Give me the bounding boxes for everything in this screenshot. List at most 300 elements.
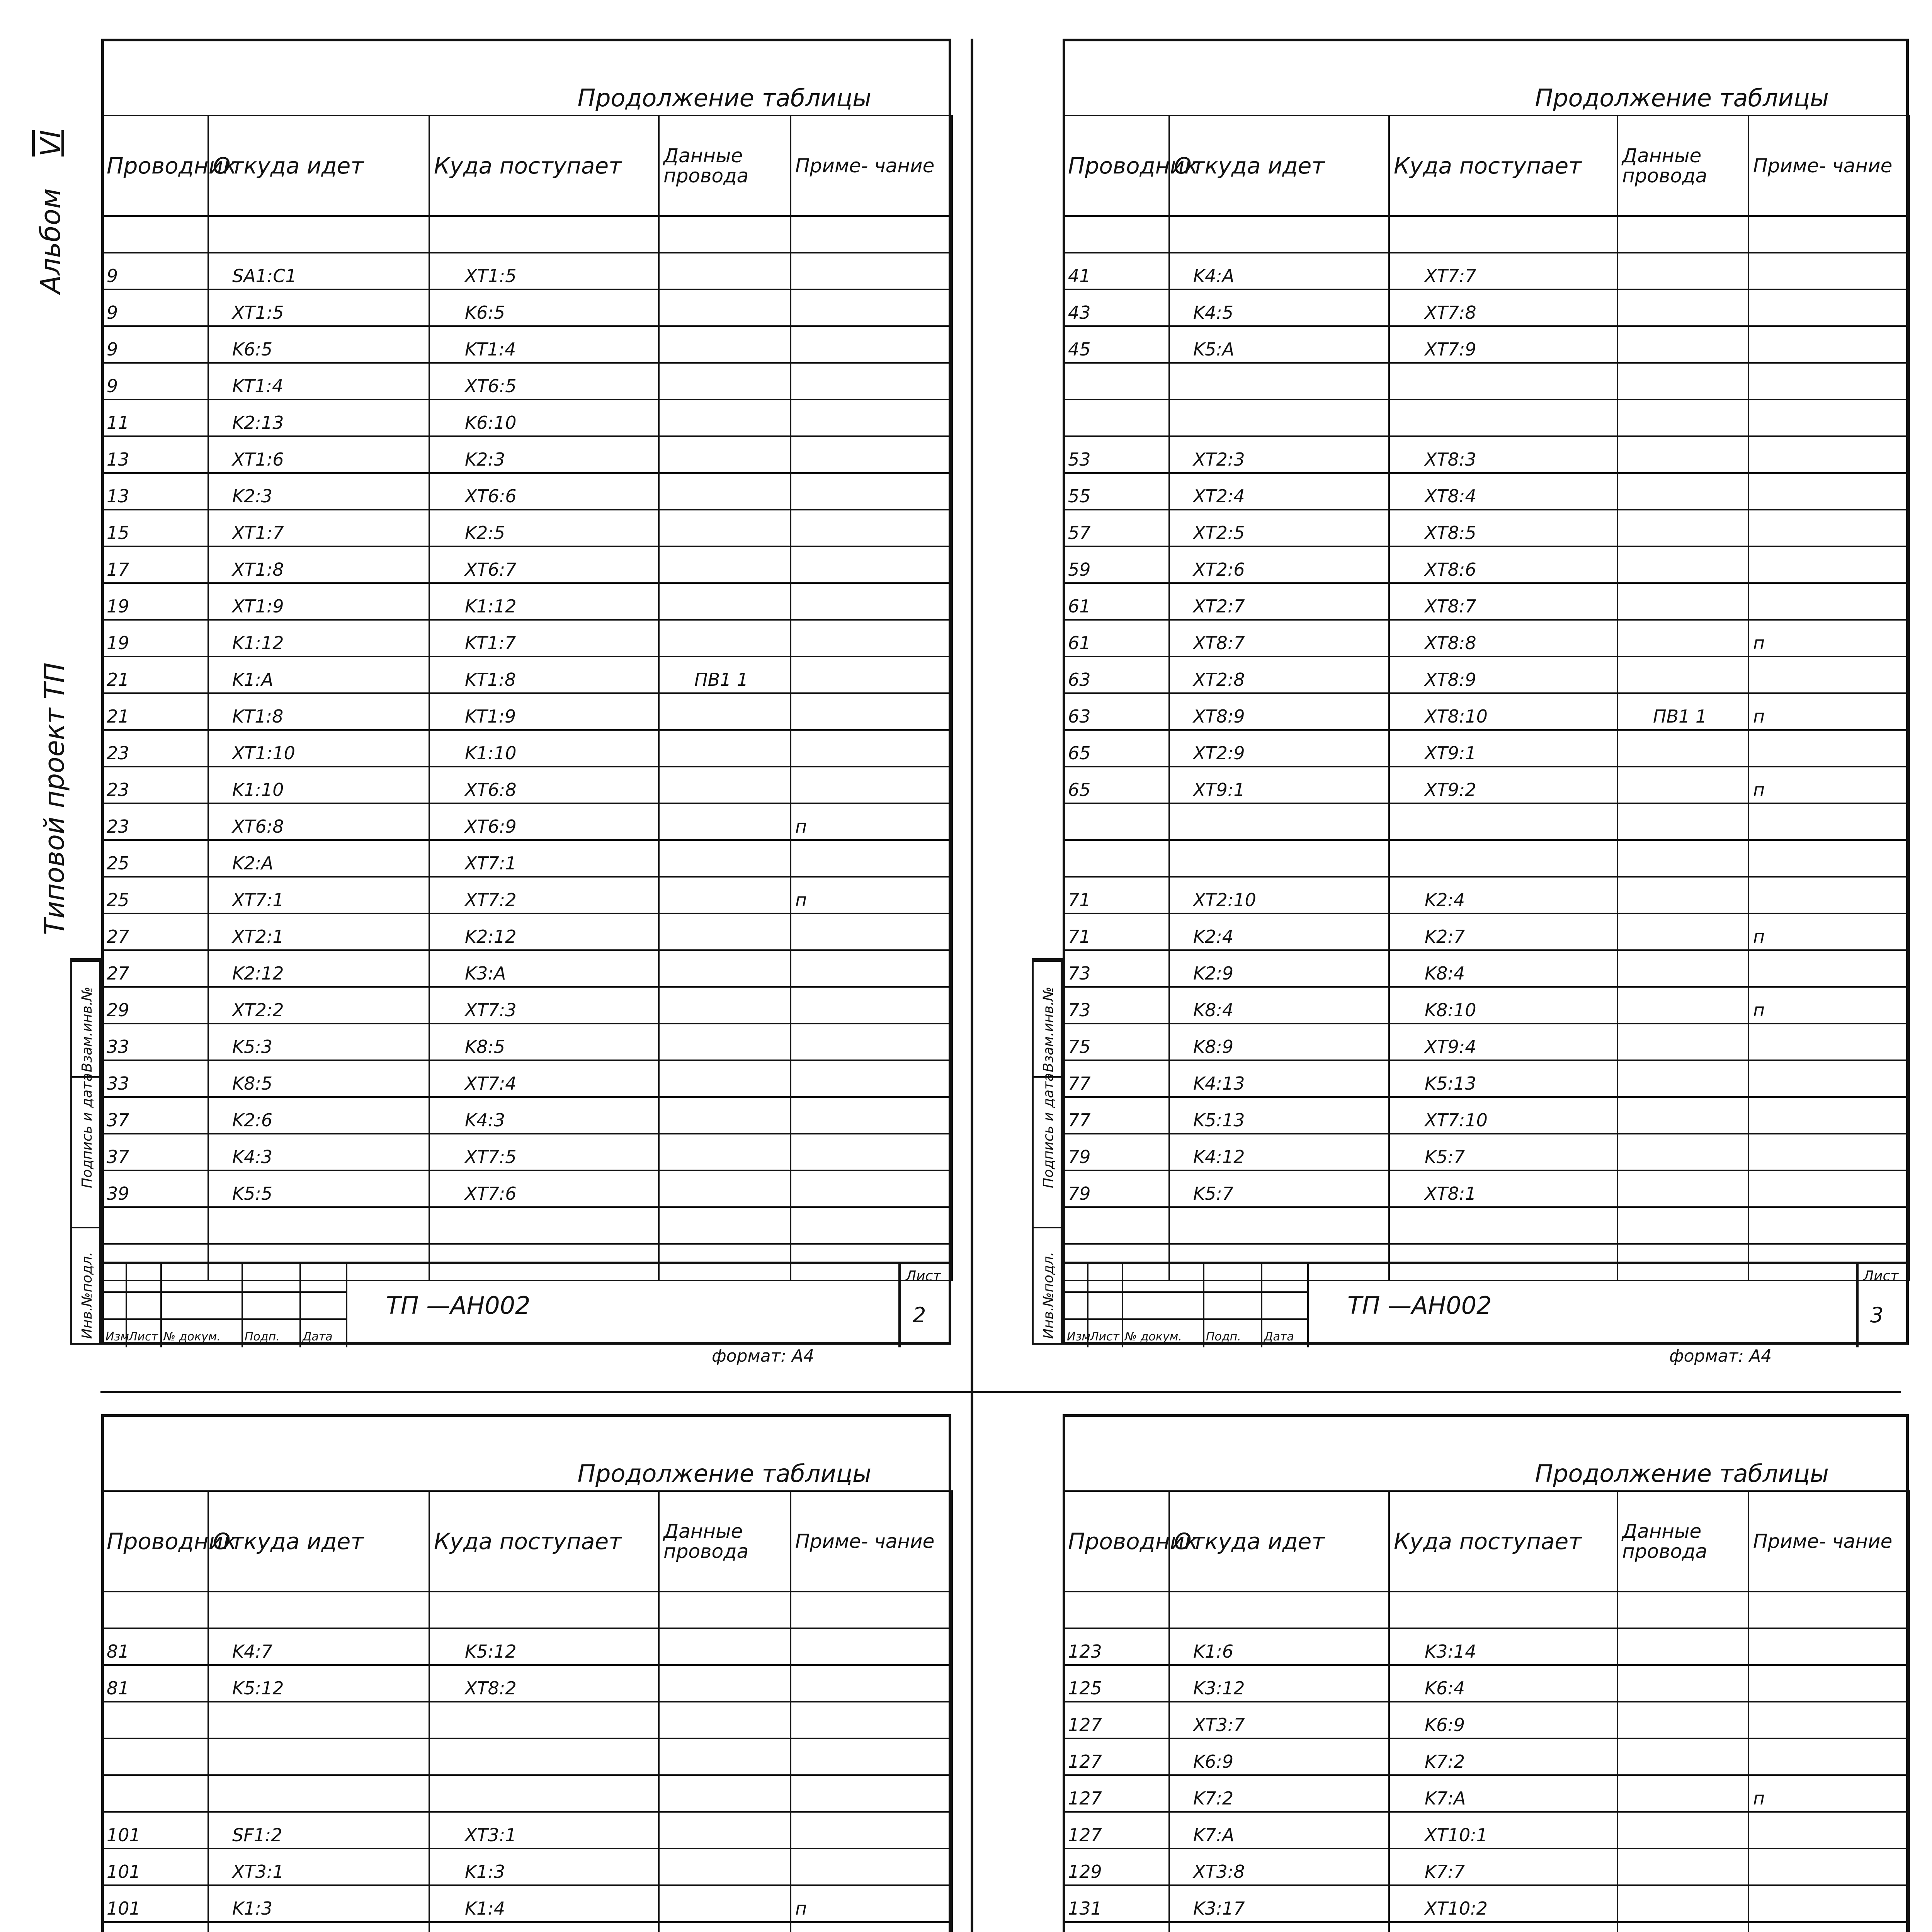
- wire-data-cell: [659, 400, 791, 436]
- to-cell: K7:7: [1389, 1849, 1617, 1885]
- from-cell: K4:3: [208, 1134, 429, 1170]
- to-cell: [429, 1775, 659, 1812]
- wire-data-cell: [1617, 289, 1748, 326]
- note-cell: [791, 840, 952, 877]
- wire-cell: [102, 1702, 208, 1738]
- note-cell: п: [1748, 987, 1909, 1024]
- wire-data-cell: [1617, 840, 1748, 877]
- table-row: [1063, 1207, 1909, 1244]
- from-cell: K5:12: [208, 1665, 429, 1702]
- wire-data-cell: [1617, 1812, 1748, 1849]
- to-cell: K6:10: [429, 400, 659, 436]
- wire-cell: 125: [1063, 1665, 1169, 1702]
- to-cell: XT9:2: [1389, 767, 1617, 803]
- wire-data-cell: [659, 767, 791, 803]
- wire-table: [1063, 115, 1910, 1281]
- wire-cell: 29: [102, 987, 208, 1024]
- from-cell: XT3:7: [1169, 1702, 1389, 1738]
- to-cell: XT7:2: [429, 877, 659, 913]
- title-block-line: [104, 1291, 347, 1293]
- note-cell: [1748, 1738, 1909, 1775]
- note-cell: [791, 1702, 952, 1738]
- to-cell: XT7:3: [429, 987, 659, 1024]
- wire-data-cell: ПВ1 1: [659, 656, 791, 693]
- title-block-cell: [104, 1264, 127, 1347]
- wire-data-cell: [659, 1207, 791, 1244]
- from-cell: K2:12: [208, 950, 429, 987]
- table-row: [102, 1592, 952, 1628]
- to-cell: XT6:5: [429, 363, 659, 400]
- to-cell: XT9:4: [1389, 1024, 1617, 1060]
- note-cell: [1748, 1170, 1909, 1207]
- wire-cell: 79: [1063, 1170, 1169, 1207]
- table-row: [102, 877, 952, 913]
- note-cell: [791, 950, 952, 987]
- to-cell: [429, 1592, 659, 1628]
- note-cell: п: [791, 803, 952, 840]
- from-cell: K4:13: [1169, 1060, 1389, 1097]
- wire-cell: 27: [102, 950, 208, 987]
- note-cell: [791, 767, 952, 803]
- wire-data-cell: [1617, 1922, 1748, 1932]
- from-cell: K6:5: [208, 326, 429, 363]
- to-cell: K5:12: [429, 1628, 659, 1665]
- table-row: [102, 913, 952, 950]
- note-cell: п: [1748, 913, 1909, 950]
- column-header-to: Куда поступает: [1389, 1491, 1617, 1592]
- note-cell: [791, 289, 952, 326]
- wire-cell: [1063, 840, 1169, 877]
- wire-data-cell: [659, 253, 791, 289]
- wire-cell: [102, 216, 208, 253]
- wire-data-cell: [659, 1628, 791, 1665]
- sheet-3: [101, 1414, 951, 1932]
- from-cell: [1169, 363, 1389, 400]
- from-cell: K2:A: [208, 840, 429, 877]
- table-row: [1063, 1849, 1909, 1885]
- format-caption: формат: А4: [712, 1346, 815, 1366]
- table-row: [1063, 693, 1909, 730]
- from-cell: K2:9: [1169, 950, 1389, 987]
- table-row: [1063, 1738, 1909, 1775]
- wire-cell: 79: [1063, 1134, 1169, 1170]
- from-cell: XT2:4: [1169, 473, 1389, 510]
- from-cell: XT2:10: [1169, 877, 1389, 913]
- from-cell: [208, 1207, 429, 1244]
- wire-data-cell: [659, 913, 791, 950]
- album-label-text: Альбом: [35, 188, 66, 294]
- wire-data-cell: [1617, 546, 1748, 583]
- from-cell: SA1:C1: [208, 253, 429, 289]
- note-cell: [791, 1922, 952, 1932]
- table-row: [1063, 730, 1909, 767]
- note-cell: п: [791, 877, 952, 913]
- title-block-cells: [1065, 1264, 1309, 1347]
- to-cell: [1389, 400, 1617, 436]
- title-block-label: Лист: [1090, 1330, 1120, 1344]
- to-cell: K2:4: [1389, 877, 1617, 913]
- column-header-note: Приме- чание: [1748, 1491, 1909, 1592]
- from-cell: XT3:1: [208, 1849, 429, 1885]
- from-cell: XT2:9: [1169, 730, 1389, 767]
- wire-data-cell: [1617, 436, 1748, 473]
- from-cell: K3:17: [1169, 1885, 1389, 1922]
- wire-cell: 73: [1063, 950, 1169, 987]
- from-cell: [208, 1702, 429, 1738]
- note-cell: [791, 1738, 952, 1775]
- column-header-wire: Проводник: [1063, 116, 1169, 216]
- table-row: [102, 216, 952, 253]
- column-header-note: Приме- чание: [791, 1491, 952, 1592]
- wire-cell: 71: [1063, 913, 1169, 950]
- wire-data-cell: [659, 1812, 791, 1849]
- table-row: [102, 289, 952, 326]
- to-cell: K2:12: [429, 913, 659, 950]
- wire-cell: [1063, 1922, 1169, 1932]
- from-cell: K1:6: [1169, 1628, 1389, 1665]
- title-block-cell: [1123, 1264, 1204, 1347]
- title-block-cell: [301, 1264, 347, 1347]
- from-cell: XT3:8: [1169, 1849, 1389, 1885]
- to-cell: [429, 216, 659, 253]
- wire-cell: 43: [1063, 289, 1169, 326]
- from-cell: K2:6: [208, 1097, 429, 1134]
- to-cell: [429, 1738, 659, 1775]
- wire-data-cell: [659, 216, 791, 253]
- wire-cell: 123: [1063, 1628, 1169, 1665]
- to-cell: [1389, 1592, 1617, 1628]
- note-cell: [1748, 1207, 1909, 1244]
- wire-data-cell: [1617, 400, 1748, 436]
- wire-data-cell: [1617, 1097, 1748, 1134]
- table-row: [102, 1170, 952, 1207]
- wire-data-cell: [659, 1665, 791, 1702]
- wire-data-cell: [1617, 253, 1748, 289]
- to-cell: K1:3: [429, 1849, 659, 1885]
- note-cell: [791, 730, 952, 767]
- title-block-cell: [1262, 1264, 1309, 1347]
- wire-cell: [102, 1207, 208, 1244]
- column-header-data: Данные провода: [659, 116, 791, 216]
- to-cell: K3:A: [429, 950, 659, 987]
- wire-cell: 19: [102, 620, 208, 656]
- table-row: [102, 583, 952, 620]
- from-cell: XT6:8: [208, 803, 429, 840]
- column-header-data: Данные провода: [1617, 1491, 1748, 1592]
- approval-field: [72, 960, 99, 964]
- from-cell: K2:3: [208, 473, 429, 510]
- column-header-data: Данные провода: [1617, 116, 1748, 216]
- to-cell: [429, 1922, 659, 1932]
- table-row: [1063, 877, 1909, 913]
- table-row: [1063, 1665, 1909, 1702]
- to-cell: XT8:8: [1389, 620, 1617, 656]
- title-block-label: Изм: [1067, 1330, 1091, 1344]
- title-block-label: Подп.: [245, 1330, 280, 1344]
- wire-data-cell: [659, 1134, 791, 1170]
- to-cell: [429, 1207, 659, 1244]
- from-cell: K5:A: [1169, 326, 1389, 363]
- column-header-to: Куда поступает: [429, 1491, 659, 1592]
- wire-cell: 127: [1063, 1775, 1169, 1812]
- from-cell: [1169, 803, 1389, 840]
- title-block-line: [1065, 1318, 1309, 1320]
- wire-cell: 17: [102, 546, 208, 583]
- wire-cell: [1063, 1207, 1169, 1244]
- wire-cell: 127: [1063, 1738, 1169, 1775]
- column-header-note: Приме- чание: [1748, 116, 1909, 216]
- note-cell: [1748, 1665, 1909, 1702]
- title-block-cell: [127, 1264, 162, 1347]
- wire-data-cell: [1617, 877, 1748, 913]
- to-cell: K1:10: [429, 730, 659, 767]
- wire-data-cell: [1617, 216, 1748, 253]
- note-cell: [791, 253, 952, 289]
- wire-data-cell: [1617, 363, 1748, 400]
- table-row: [102, 1207, 952, 1244]
- from-cell: [208, 216, 429, 253]
- sheet-continuation-title: Продолжение таблицы: [577, 84, 871, 112]
- to-cell: [1389, 1207, 1617, 1244]
- table-row: [102, 1097, 952, 1134]
- note-cell: [791, 1812, 952, 1849]
- title-block-cell: [1088, 1264, 1123, 1347]
- wire-cell: 27: [102, 913, 208, 950]
- wire-cell: 9: [102, 253, 208, 289]
- from-cell: K3:12: [1169, 1665, 1389, 1702]
- to-cell: XT6:9: [429, 803, 659, 840]
- wire-data-cell: [659, 583, 791, 620]
- to-cell: K6:4: [1389, 1665, 1617, 1702]
- from-cell: XT2:5: [1169, 510, 1389, 546]
- wire-cell: 61: [1063, 620, 1169, 656]
- title-block: [104, 1262, 949, 1345]
- to-cell: KT1:8: [429, 656, 659, 693]
- table-row: [1063, 473, 1909, 510]
- from-cell: K7:2: [1169, 1775, 1389, 1812]
- wire-data-cell: [1617, 656, 1748, 693]
- from-cell: KT1:8: [208, 693, 429, 730]
- wire-cell: [1063, 400, 1169, 436]
- from-cell: K1:3: [208, 1885, 429, 1922]
- document-code: ТП —АН002: [386, 1291, 531, 1320]
- approval-field-label: Взам.инв.№: [79, 986, 95, 1072]
- sheet-number-label: Лист: [1863, 1268, 1899, 1284]
- to-cell: XT6:7: [429, 546, 659, 583]
- wire-cell: 55: [1063, 473, 1169, 510]
- from-cell: [208, 1922, 429, 1932]
- note-cell: [791, 326, 952, 363]
- approval-field: [72, 1227, 99, 1231]
- wire-cell: 61: [1063, 583, 1169, 620]
- wire-cell: 15: [102, 510, 208, 546]
- wire-data-cell: [659, 730, 791, 767]
- to-cell: K4:3: [429, 1097, 659, 1134]
- title-block-cell: [1065, 1264, 1091, 1347]
- table-row: [102, 1775, 952, 1812]
- table-row: [102, 620, 952, 656]
- wire-data-cell: [1617, 950, 1748, 987]
- wire-data-cell: [659, 1702, 791, 1738]
- note-cell: [1748, 1885, 1909, 1922]
- sheet-continuation-title: Продолжение таблицы: [1535, 84, 1829, 112]
- note-cell: [791, 620, 952, 656]
- wire-data-cell: [659, 840, 791, 877]
- approval-field: [1034, 1227, 1061, 1231]
- table-row: [102, 803, 952, 840]
- from-cell: K1:A: [208, 656, 429, 693]
- table-row: [1063, 1628, 1909, 1665]
- from-cell: K2:4: [1169, 913, 1389, 950]
- wire-table: [1063, 1490, 1910, 1932]
- from-cell: K4:5: [1169, 289, 1389, 326]
- note-cell: [1748, 730, 1909, 767]
- wire-data-cell: [659, 289, 791, 326]
- to-cell: K1:12: [429, 583, 659, 620]
- wire-data-cell: [1617, 1702, 1748, 1738]
- table-row: [102, 1885, 952, 1922]
- column-header-to: Куда поступает: [429, 116, 659, 216]
- wire-cell: 13: [102, 436, 208, 473]
- to-cell: XT8:3: [1389, 436, 1617, 473]
- to-cell: KT1:4: [429, 326, 659, 363]
- note-cell: [791, 1849, 952, 1885]
- title-block-cell: [162, 1264, 243, 1347]
- sheet-number-box: [1856, 1264, 1906, 1347]
- to-cell: XT8:5: [1389, 510, 1617, 546]
- title-block-cell: [1204, 1264, 1262, 1347]
- from-cell: XT2:7: [1169, 583, 1389, 620]
- note-cell: [791, 1207, 952, 1244]
- from-cell: [208, 1738, 429, 1775]
- from-cell: K1:12: [208, 620, 429, 656]
- wire-cell: [1063, 1592, 1169, 1628]
- table-row: [1063, 546, 1909, 583]
- title-block-label: Подп.: [1206, 1330, 1241, 1344]
- to-cell: K5:7: [1389, 1134, 1617, 1170]
- title-block-line: [1065, 1291, 1309, 1293]
- column-header-from: Откуда идет: [1169, 1491, 1389, 1592]
- wire-cell: 75: [1063, 1024, 1169, 1060]
- from-cell: XT2:3: [1169, 436, 1389, 473]
- table-row: [1063, 1775, 1909, 1812]
- wire-cell: [102, 1775, 208, 1812]
- wire-cell: 53: [1063, 436, 1169, 473]
- vertical-divider: [971, 39, 973, 1932]
- sheet-continuation-title: Продолжение таблицы: [577, 1459, 871, 1488]
- wire-data-cell: [1617, 1628, 1748, 1665]
- column-header-data: Данные провода: [659, 1491, 791, 1592]
- note-cell: [1748, 510, 1909, 546]
- from-cell: K4:A: [1169, 253, 1389, 289]
- to-cell: K2:3: [429, 436, 659, 473]
- wire-data-cell: [659, 1060, 791, 1097]
- title-block-label: № докум.: [1125, 1330, 1182, 1344]
- table-row: [1063, 1702, 1909, 1738]
- table-row: [102, 730, 952, 767]
- to-cell: KT1:7: [429, 620, 659, 656]
- note-cell: [1748, 363, 1909, 400]
- table-row: [1063, 289, 1909, 326]
- wire-data-cell: [659, 1024, 791, 1060]
- wire-cell: 9: [102, 363, 208, 400]
- note-cell: [791, 1134, 952, 1170]
- to-cell: [1389, 216, 1617, 253]
- to-cell: K8:10: [1389, 987, 1617, 1024]
- from-cell: XT1:8: [208, 546, 429, 583]
- from-cell: K5:5: [208, 1170, 429, 1207]
- to-cell: K2:5: [429, 510, 659, 546]
- wire-data-cell: [1617, 510, 1748, 546]
- from-cell: XT1:9: [208, 583, 429, 620]
- note-cell: [1748, 1849, 1909, 1885]
- horizontal-divider: [100, 1391, 1901, 1393]
- to-cell: XT8:10: [1389, 693, 1617, 730]
- wire-data-cell: [1617, 473, 1748, 510]
- table-row: [1063, 510, 1909, 546]
- wire-cell: 59: [1063, 546, 1169, 583]
- note-cell: [791, 400, 952, 436]
- wire-cell: 33: [102, 1060, 208, 1097]
- wire-table: [101, 1490, 953, 1932]
- project-label: Типовой проект ТП: [39, 662, 70, 935]
- from-cell: [1169, 1207, 1389, 1244]
- from-cell: K8:9: [1169, 1024, 1389, 1060]
- note-cell: [791, 1060, 952, 1097]
- to-cell: K7:2: [1389, 1738, 1617, 1775]
- wire-data-cell: [1617, 1775, 1748, 1812]
- wire-data-cell: [659, 326, 791, 363]
- table-row: [102, 1738, 952, 1775]
- table-header-row: [102, 1491, 952, 1592]
- table-row: [1063, 620, 1909, 656]
- wire-data-cell: [659, 620, 791, 656]
- wire-cell: 23: [102, 730, 208, 767]
- from-cell: K4:12: [1169, 1134, 1389, 1170]
- from-cell: K1:10: [208, 767, 429, 803]
- from-cell: [208, 1775, 429, 1812]
- from-cell: [1169, 1592, 1389, 1628]
- note-cell: [791, 546, 952, 583]
- table-row: [1063, 1592, 1909, 1628]
- to-cell: XT7:4: [429, 1060, 659, 1097]
- note-cell: [791, 1628, 952, 1665]
- sheet-number: 2: [913, 1303, 926, 1327]
- wire-data-cell: [659, 436, 791, 473]
- note-cell: [1748, 840, 1909, 877]
- table-row: [102, 840, 952, 877]
- approval-field-label: Инв.№подл.: [79, 1252, 95, 1339]
- document-code: ТП —АН002: [1347, 1291, 1492, 1320]
- wire-cell: 25: [102, 840, 208, 877]
- to-cell: XT10:1: [1389, 1812, 1617, 1849]
- wire-cell: 127: [1063, 1812, 1169, 1849]
- wire-cell: 9: [102, 289, 208, 326]
- from-cell: XT2:8: [1169, 656, 1389, 693]
- to-cell: K8:5: [429, 1024, 659, 1060]
- wire-cell: 57: [1063, 510, 1169, 546]
- to-cell: [1389, 840, 1617, 877]
- to-cell: K6:9: [1389, 1702, 1617, 1738]
- table-row: [1063, 767, 1909, 803]
- to-cell: XT3:1: [429, 1812, 659, 1849]
- wire-cell: 127: [1063, 1702, 1169, 1738]
- to-cell: K6:5: [429, 289, 659, 326]
- note-cell: [791, 1170, 952, 1207]
- table-row: [102, 1134, 952, 1170]
- title-block-line: [104, 1318, 347, 1320]
- from-cell: [1169, 1922, 1389, 1932]
